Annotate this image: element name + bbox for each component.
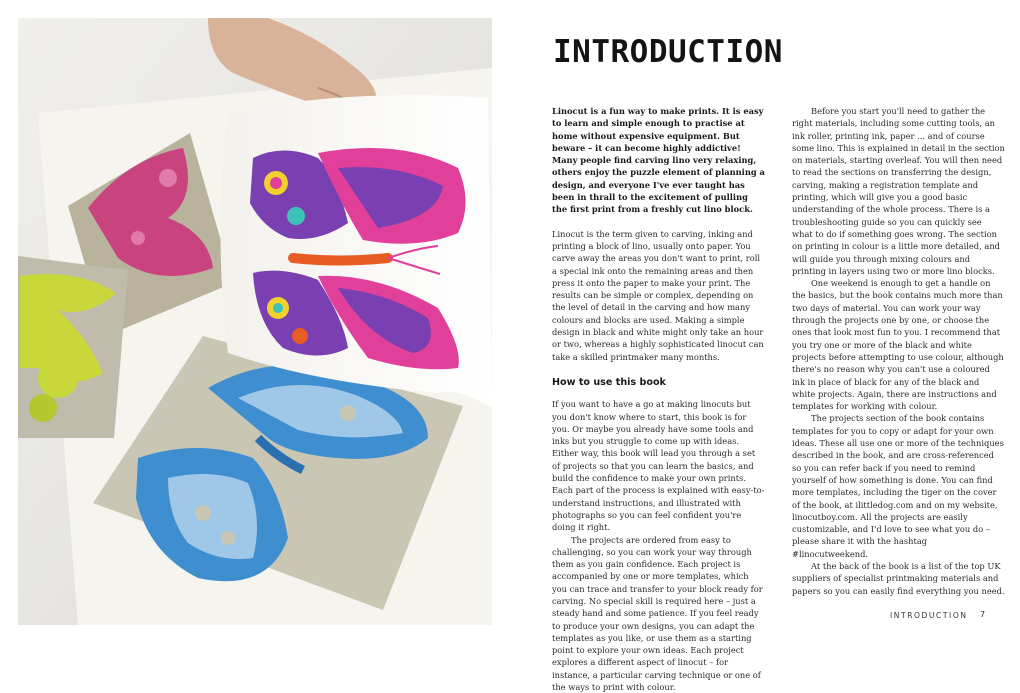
body-paragraph: If you want to have a go at making linocuts but you don't know where to start, this book is for you. Or maybe you already have some tools and inks but you struggle to come up with ideas. Either way, this book will lead you through a set of projects so that you can learn the basics, and build the confidence to make your own prints. Each part of the process is explained with easy-to-understand instructions, and illustrated with photographs so you can feel confident you're doing it right. [552, 398, 765, 533]
body-paragraph: Before you start you'll need to gather the right materials, including some cutting tools, an ink roller, printing ink, paper ... and of course some lino. This is explained in detail in the section on materials, starting overleaf. You will then need to read the sections on transferring the design, carving, making a registration template and printing, which will give you a good basic understanding of the whole process. There is a troubleshooting guide so you can quickly see what to do if something goes wrong. The section on printing in colour is a little more detailed, and will guide you through mixing colours and printing in layers using two or more lino blocks. [792, 105, 1005, 277]
text-column-right [792, 105, 1005, 597]
intro-lead-paragraph: Linocut is a fun way to make prints. It is easy to learn and simple enough to practise at home without expensive equipment. But beware – it can become highly addictive! Many people find carving lino very relaxing, others enjoy the puzzle element of planning a design, and everyone I've ever taught has been in thrall to the excitement of pulling the first print from a freshly cut lino block. [552, 105, 765, 216]
text-column-left [552, 105, 765, 693]
body-paragraph: One weekend is enough to get a handle on the basics, but the book contains much more than two days of material. You can work your way through the projects one by one, or choose the ones that look most fun to you. I recommend that you try one or more of the black and white projects before attempting to use colour, although there's no reason why you can't use a coloured ink in place of black for any of the black and white projects. Again, there are instructions and templates for working with colour. [792, 277, 1005, 412]
page-number: 7 [980, 610, 985, 619]
section-subheading: How to use this book [552, 377, 765, 389]
photo-butterfly-linocut [18, 18, 492, 625]
body-paragraph: The projects section of the book contains templates for you to copy or adapt for your own ideas. These all use one or more of the techniques described in the book, and are cross-referenced so you can refer back if you need to remind yourself of how something is done. You can find more templates, including the tiger on the cover of the book, at ilittledog.com and on my website, linocutboy.com. All the projects are easily customizable, and I'd love to see what you do – please share it with the hashtag #linocutweekend. [792, 412, 1005, 560]
green-lino-block [18, 256, 128, 438]
body-paragraph: The projects are ordered from easy to challenging, so you can work your way through them as you gain confidence. Each project is accompanied by one or more templates, which you can trace and transfer to your block ready for carving. No special skill is required here – just a steady hand and some patience. If you feel ready to produce your own designs, you can adapt the templates as you like, or use them as a starting point to explore your own ideas. Each project explores a different aspect of linocut – for instance, a particular carving technique or one of the ways to print with colour. [552, 534, 765, 693]
lifted-print-sheet [221, 95, 493, 408]
butterfly-print-illustration [18, 18, 492, 625]
body-paragraph: At the back of the book is a list of the top UK suppliers of specialist printmaking materials and papers so you can easily find everything you need. [792, 560, 1005, 597]
body-paragraph: Linocut is the term given to carving, inking and printing a block of lino, usually onto paper. You carve away the areas you don't want to print, roll a special ink onto the remaining areas and then press it onto the paper to make your print. The results can be simple or complex, depending on the level of detail in the carving and how many colours and blocks are used. Making a simple design in black and white might only take an hour or two, whereas a highly sophisticated linocut can take a skilled printmaker many months. [552, 228, 765, 363]
running-head: INTRODUCTION [890, 611, 968, 620]
page-title: INTRODUCTION [553, 34, 783, 70]
